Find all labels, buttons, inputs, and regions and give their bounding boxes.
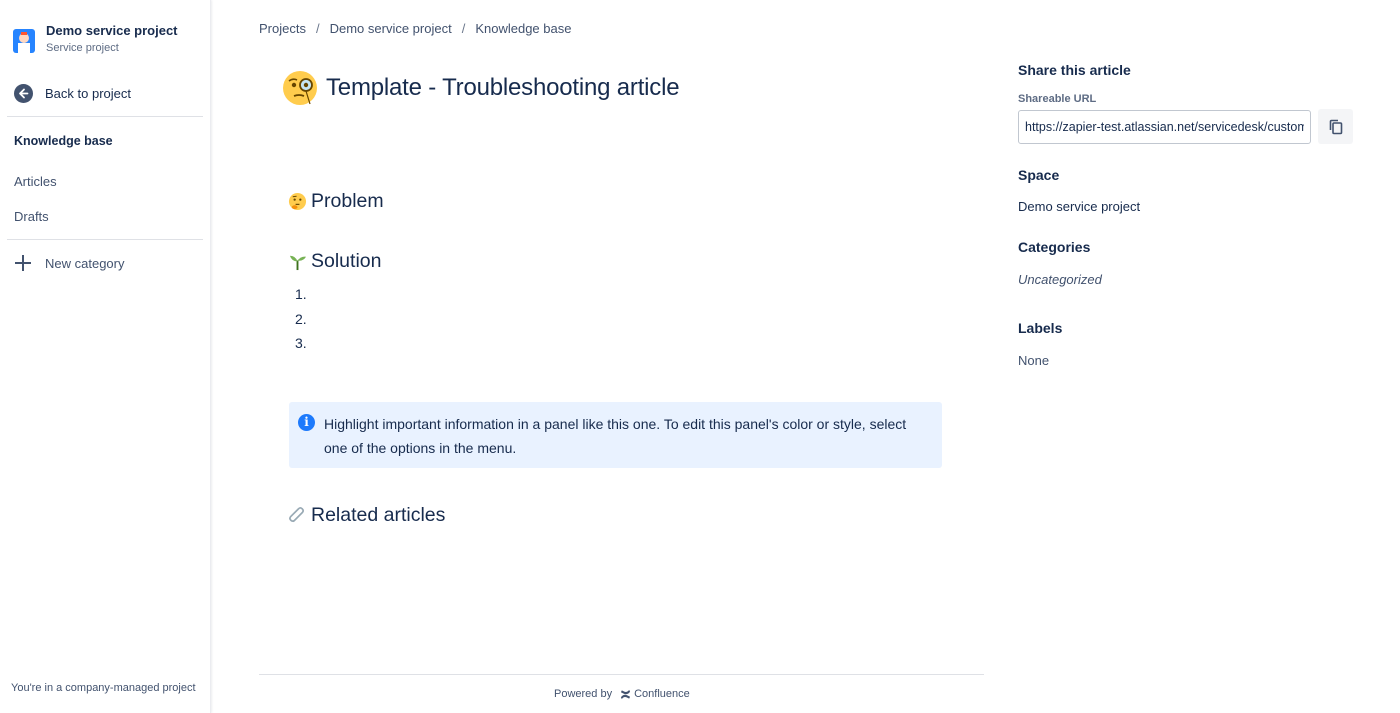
confluence-logo-icon — [620, 689, 631, 700]
copy-url-button[interactable] — [1318, 109, 1353, 144]
sidebar-item-articles[interactable]: Articles — [14, 174, 57, 189]
project-name: Demo service project — [46, 23, 178, 38]
knowledge-base-heading[interactable]: Knowledge base — [14, 134, 113, 148]
copy-icon — [1329, 119, 1343, 135]
project-type: Service project — [46, 42, 119, 54]
footer-divider — [259, 674, 984, 675]
breadcrumb-project[interactable]: Demo service project — [329, 21, 452, 36]
article-title-row — [282, 70, 679, 106]
labels-heading: Labels — [1018, 320, 1063, 336]
space-heading: Space — [1018, 167, 1060, 183]
back-to-project-label: Back to project — [45, 86, 131, 101]
shareable-url-label: Shareable URL — [1018, 93, 1097, 105]
thinking-face-icon — [288, 192, 307, 211]
labels-value: None — [1018, 353, 1050, 368]
shareable-url-input[interactable] — [1018, 110, 1311, 144]
breadcrumb-knowledge-base[interactable]: Knowledge base — [475, 21, 572, 36]
project-avatar-icon — [13, 29, 35, 53]
list-item[interactable]: 2. — [295, 310, 307, 327]
breadcrumb — [259, 21, 571, 36]
powered-by-label: Powered by — [554, 688, 613, 700]
space-value[interactable]: Demo service project — [1018, 199, 1141, 214]
info-panel — [289, 402, 942, 468]
seedling-icon — [288, 252, 307, 271]
info-panel-text: Highlight important information in a panel like this one. To edit this panel's color or style, select one of the options in the menu. — [324, 416, 907, 456]
divider — [7, 116, 203, 117]
article-title: Template - Troubleshooting article — [326, 74, 680, 101]
new-category-button[interactable] — [14, 254, 124, 272]
categories-heading: Categories — [1018, 239, 1091, 255]
solution-steps-list — [295, 285, 307, 359]
list-item[interactable]: 1. — [295, 286, 307, 302]
new-category-label: New category — [45, 255, 125, 271]
paperclip-icon — [288, 506, 307, 525]
powered-by — [554, 688, 690, 700]
list-item[interactable]: 3. — [295, 335, 307, 351]
arrow-left-icon — [14, 84, 33, 103]
breadcrumb-separator: / — [461, 21, 466, 36]
face-with-monocle-icon — [282, 70, 318, 106]
share-heading: Share this article — [1018, 62, 1131, 78]
breadcrumb-projects[interactable]: Projects — [259, 21, 306, 36]
sidebar — [0, 0, 211, 713]
problem-heading — [288, 190, 384, 213]
info-icon: i — [298, 414, 315, 431]
problem-heading-text: Problem — [311, 190, 384, 212]
plus-icon — [14, 254, 32, 272]
company-managed-note: You're in a company-managed project — [11, 682, 196, 694]
divider — [7, 239, 203, 240]
confluence-link[interactable] — [620, 688, 690, 700]
related-articles-heading-text: Related articles — [311, 504, 446, 526]
related-articles-heading — [288, 504, 445, 527]
sidebar-item-drafts[interactable]: Drafts — [14, 209, 49, 224]
solution-heading — [288, 250, 381, 273]
project-header[interactable] — [13, 22, 178, 55]
categories-value: Uncategorized — [1018, 272, 1102, 287]
back-to-project-link[interactable] — [14, 84, 131, 103]
confluence-label: Confluence — [634, 688, 690, 700]
solution-heading-text: Solution — [311, 250, 382, 272]
breadcrumb-separator: / — [315, 21, 320, 36]
